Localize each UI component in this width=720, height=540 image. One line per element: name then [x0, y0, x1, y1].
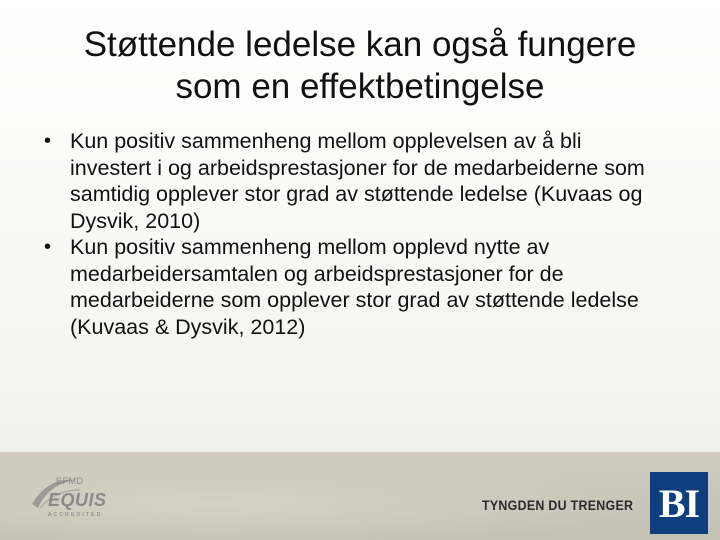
slide-title	[20, 24, 700, 108]
bullet-text: Kun positiv sammenheng mellom opplevelsen av å bli investert i og arbeidsprestasjoner for de medarbeiderne som samtidig opplever stor grad av støttende ledelse (Kuvaas og Dysvik, 2010)	[70, 129, 645, 233]
bullet-list	[44, 128, 664, 340]
bullet-text: Kun positiv sammenheng mellom opplevd nytte av medarbeidersamtalen og arbeidsprestasjoner for de medarbeiderne som opplever stor grad av støttende ledelse (Kuvaas & Dysvik, 2012)	[70, 235, 639, 339]
bullet-marker: •	[44, 130, 52, 152]
equis-efmd-text: EFMD	[56, 476, 84, 486]
bullet-item	[44, 128, 664, 234]
bullet-marker: •	[44, 236, 52, 258]
slide-title-line-2: som en effektbetingelse	[175, 67, 545, 106]
slide-title-line-1: Støttende ledelse kan også fungere	[83, 25, 637, 64]
equis-accredited-text: ACCREDITED	[48, 512, 103, 518]
equis-name-text: EQUIS	[48, 490, 107, 510]
bullet-item	[44, 234, 664, 340]
equis-logo	[30, 468, 110, 528]
tagline: TYNGDEN DU TRENGER	[482, 498, 634, 513]
slide-footer	[0, 452, 720, 540]
bi-logo: BI	[650, 472, 708, 534]
